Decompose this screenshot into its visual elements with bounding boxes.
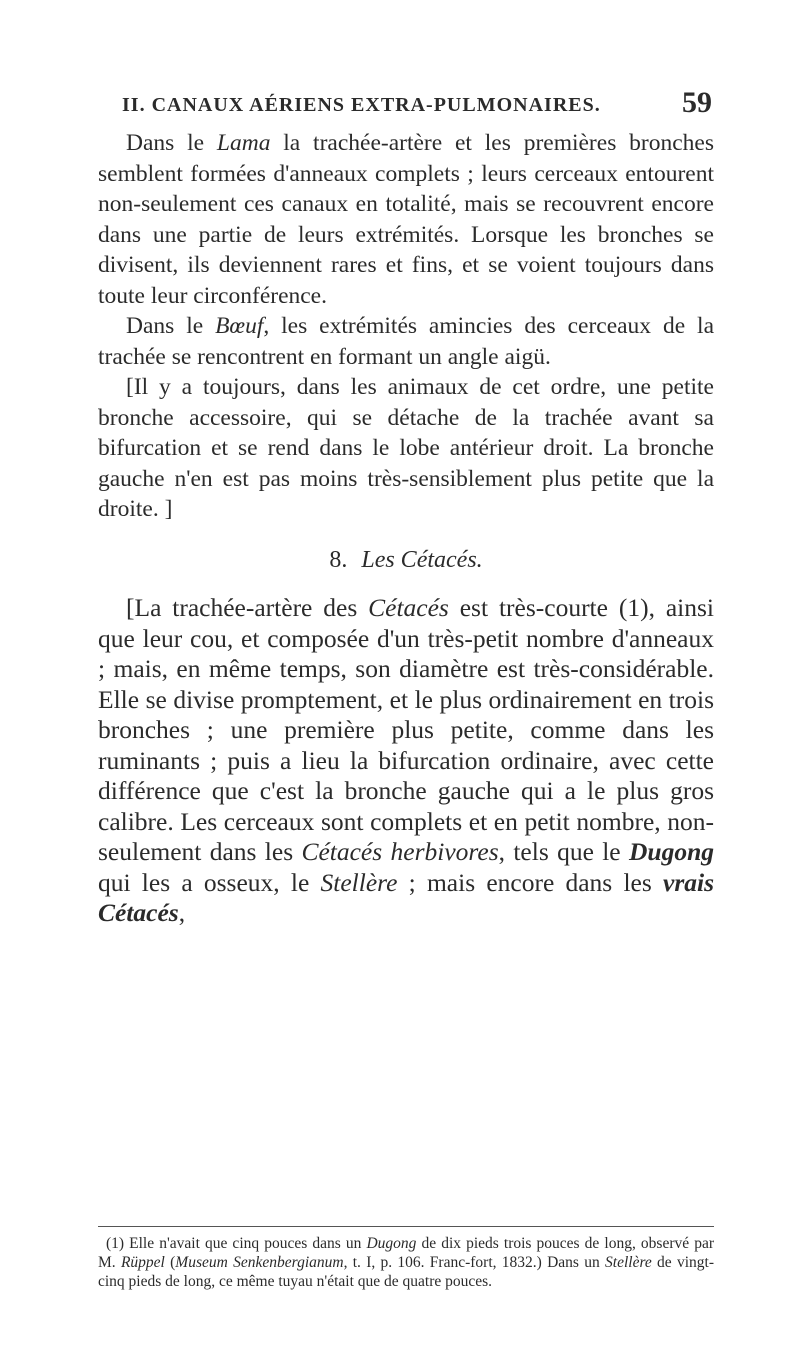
text-run: , tels que le bbox=[498, 837, 629, 866]
term-dugong: Dugong bbox=[366, 1235, 417, 1252]
text-run: Dans le bbox=[126, 130, 217, 156]
text-run: la trachée-artère et les premières bronches semblent formées d'anneaux complets ; leurs cerceaux entourent non-seulement ces canaux en totalité, mais se recouvrent encore dans une partie de leurs extrémités. Lorsque les bronches se divisent, ils deviennent rares et fins, et se voient toujours dans toute leur circonférence. bbox=[98, 130, 714, 309]
term-stellere: Stellère bbox=[605, 1254, 652, 1271]
term-stellere: Stellère bbox=[320, 867, 398, 897]
page-number: 59 bbox=[682, 86, 712, 119]
term-dugong: Dugong bbox=[628, 837, 714, 866]
text-run: (1) Elle n'avait que cinq pouces dans un bbox=[106, 1235, 367, 1252]
citation-museum: Museum Senkenbergianum bbox=[175, 1254, 344, 1271]
paragraph-lama bbox=[98, 128, 714, 311]
text-run: , bbox=[178, 898, 186, 927]
author-ruppel: Rüppel bbox=[120, 1254, 165, 1271]
text-run: [La trachée-artère des bbox=[126, 593, 369, 622]
footnote-rule bbox=[98, 1226, 714, 1227]
term-cetaces-herbivores: Cétacés herbivores bbox=[301, 837, 499, 866]
footnote-1 bbox=[98, 1234, 714, 1291]
text-run: , les extrémités amincies des cerceaux de la trachée se rencontrent en formant un angle aigü. bbox=[98, 313, 714, 370]
text-run: qui les a osseux, le bbox=[98, 867, 321, 897]
section-number: 8. bbox=[329, 546, 348, 573]
section-title: Les Cétacés. bbox=[361, 546, 483, 573]
text-run: ( bbox=[164, 1254, 176, 1271]
text-run: de vingt-cinq pieds de long, ce même tuyau n'était que de quatre pouces. bbox=[98, 1254, 714, 1290]
term-cetaces: Cétacés bbox=[368, 593, 449, 622]
text-run: ; mais encore dans les bbox=[397, 867, 663, 897]
paragraph-cetaces bbox=[98, 593, 714, 929]
section-heading bbox=[98, 545, 714, 576]
text-run: est très-courte (1), ainsi que leur cou, et composée d'un très-petit nombre d'anneaux ; mais, en même temps, son diamètre est très-considérable. Elle se divise promptement, et le plus ordinairement en trois bronches ; une première plus petite, comme dans les ruminants ; puis a lieu la bifurcation ordinaire, avec cette différence que c'est la bronche gauche qui a le plus gros calibre. Les cerceaux sont complets et en petit nombre, non-seulement dans les bbox=[98, 593, 714, 866]
footnote bbox=[98, 1234, 714, 1291]
running-header bbox=[122, 86, 712, 120]
running-title: II. CANAUX AÉRIENS EXTRA-PULMONAIRES. bbox=[122, 94, 601, 116]
paragraph-boeuf bbox=[98, 311, 714, 372]
term-boeuf: Bœuf bbox=[215, 313, 264, 339]
term-vrais-cetaces: vrais Cétacés bbox=[98, 867, 714, 927]
text-run: Dans le bbox=[126, 313, 216, 339]
term-lama: Lama bbox=[216, 130, 271, 156]
paragraph-bronche-accessoire: [Il y a toujours, dans les animaux de cet ordre, une petite bronche accessoire, qui se détache de la trachée avant sa bifurcation et se rend dans le lobe antérieur droit. La bronche gauche n'en est pas moins très-sensiblement plus petite que la droite. ] bbox=[98, 374, 714, 522]
text-run: , t. I, p. 106. Franc-fort, 1832.) Dans un bbox=[343, 1254, 606, 1271]
body-text bbox=[98, 128, 714, 929]
text-run: de dix pieds trois pouces de long, observé par M. bbox=[98, 1235, 714, 1271]
